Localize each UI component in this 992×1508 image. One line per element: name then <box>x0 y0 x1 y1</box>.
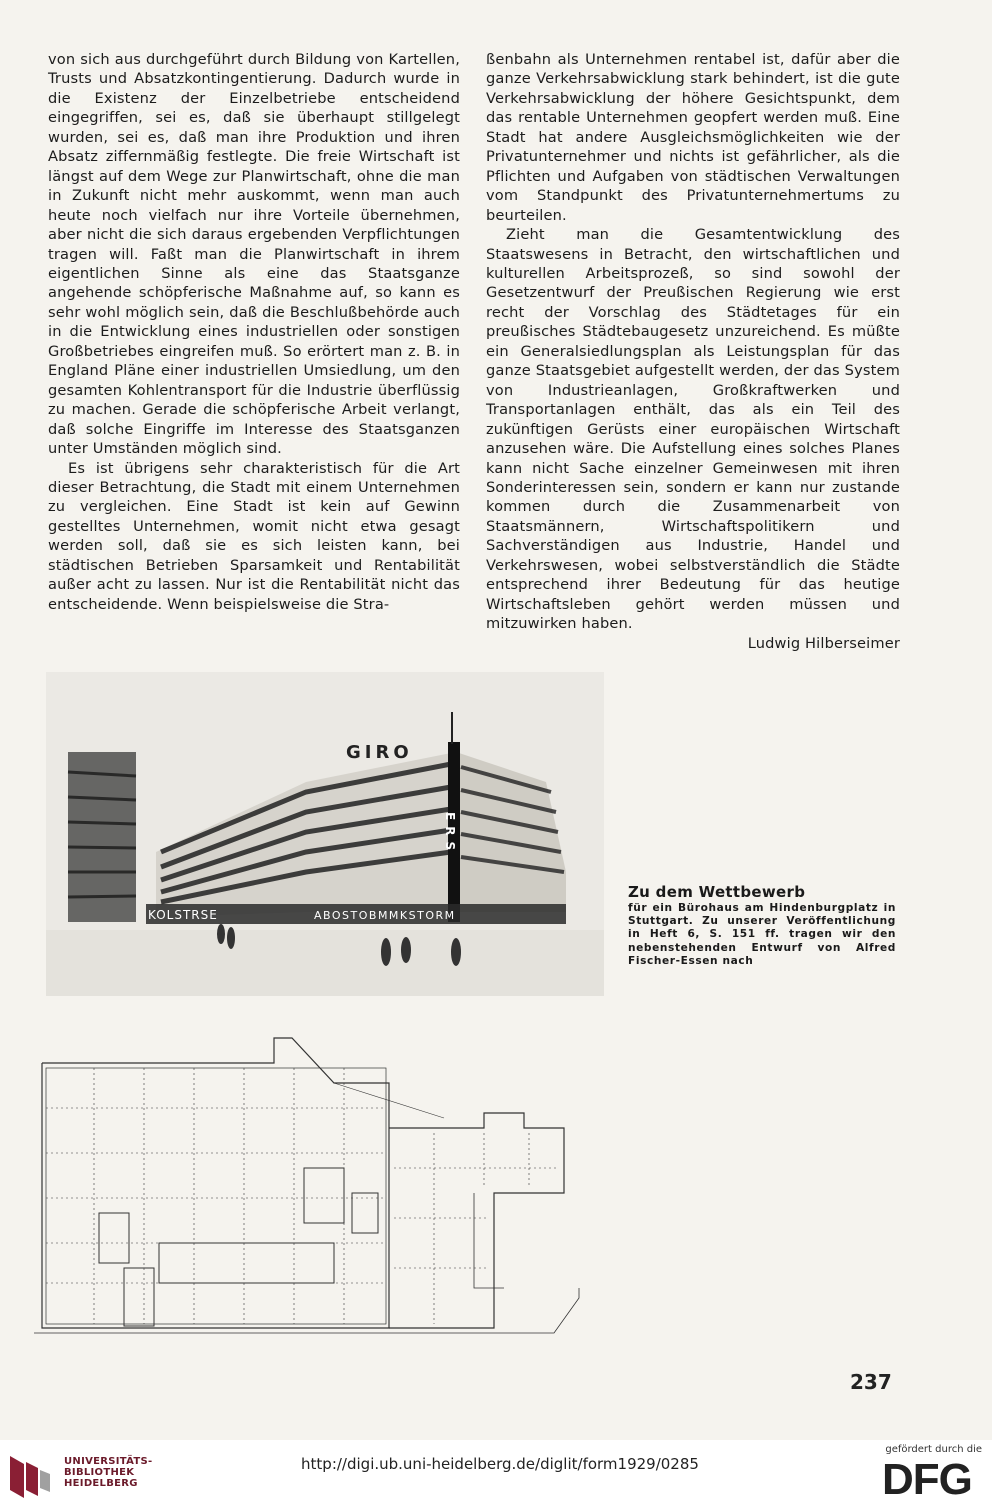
text-column-right <box>486 50 900 653</box>
vertical-sign: ERS <box>443 812 457 857</box>
library-name: UNIVERSITÄTS- BIBLIOTHEK HEIDELBERG <box>64 1456 153 1489</box>
source-url-link[interactable]: http://digi.ub.uni-heidelberg.de/diglit/form1929/0285 <box>301 1455 699 1473</box>
dfg-logo: DFG <box>882 1455 972 1504</box>
floor-plan-drawing <box>34 1028 590 1358</box>
paragraph: Es ist übrigens sehr charakteristisch für die Art dieser Betrachtung, die Stadt mit einem Unternehmen zu vergleichen. Eine Stadt ist kein auf Gewinn gestelltes Unternehmen, womit nicht etwa gesagt werden soll, daß sie es sich leisten kann, bei städtischen Betrieben Sparsamkeit und Rentabilität außer acht zu lassen. Nur ist die Rentabilität nicht das entscheidende. Wenn beispielsweise die Stra- <box>48 459 460 613</box>
university-logo-icon <box>6 1452 54 1506</box>
storefront-sign-left: KOLSTRSE <box>148 908 218 922</box>
author-signature: Ludwig Hilberseimer <box>747 634 900 652</box>
caption-title: Zu dem Wettbewerb <box>628 883 806 901</box>
building-sketch <box>46 672 604 996</box>
building-rendering <box>46 672 604 996</box>
page-number: 237 <box>850 1370 892 1394</box>
text-column-left <box>48 50 460 614</box>
sponsor-text: gefördert durch die <box>885 1444 982 1455</box>
paragraph: ßenbahn als Unternehmen rentabel ist, dafür aber die ganze Verkehrsabwicklung stark behindert, ist die gute Verkehrsabwicklung der höhere Gesichtspunkt, dem das rentable Unternehmen geopfert werden muß. Eine Stadt hat andere Ausgleichsmöglichkeiten wie der Privatunternehmer und nichts ist gefährlicher, als die Pflichten und Aufgaben von städtischen Verwaltungen vom Standpunkt des Privatunternehmertums zu beurteilen. <box>486 51 900 224</box>
paragraph: Zieht man die Gesamtentwicklung des Staatswesens in Betracht, den wirtschaftlichen und kulturellen Arbeitsprozeß, so sind sowohl der Gesetzentwurf der Preußischen Regierung wie erst recht der Vorschlag des Städtetages für ein preußisches Städtebaugesetz unzureichend. Es müßte ein Generalsiedlungsplan als Leistungsplan für das ganze Staatsgebiet aufgestellt werden, der das System von Industrieanlagen, Großkraftwerken und Transportanlagen enthält, das als ein Teil des zukünftigen Gerüsts einer europäischen Wirtschaft anzusehen wäre. Die Aufstellung eines solches Planes kann nicht Sache einzelner Gemeinwesen mit ihren Sonderinteressen sein, sondern er kann nur zustande kommen durch die Zusammenarbeit von Staatsmännern, Wirtschaftspolitikern und Sachverständigen aus Industrie, Handel und Verkehrswesen, wobei selbstverständlich die Städte entsprechend ihrer Bedeutung für das heutige Wirtschaftsleben gehört werden müssen und mitzuwirken haben. <box>486 226 900 633</box>
caption-body: für ein Bürohaus am Hindenburgplatz in Stuttgart. Zu unserer Veröffentlichung in Heft 6, S. 151 ff. tragen wir den nebenstehenden Entwurf von Alfred Fischer-Essen nach <box>628 902 896 967</box>
paragraph: von sich aus durchgeführt durch Bildung von Kartellen, Trusts und Absatzkontingentierung. Dadurch wurde in die Existenz der Einzelbetriebe entscheidend eingegriffen, sei es, daß sie überhaupt stillgelegt wurden, sei es, daß man ihre Produktion und ihren Absatz ziffernmäßig festlegte. Die freie Wirtschaft ist längst auf dem Wege zur Planwirtschaft, ohne die man in Zukunft nicht mehr auskommt, wenn man auch heute noch vielfach nur ihre Vorteile übernehmen, aber nicht die sich daraus ergebenden Verpflichtungen tragen will. Faßt man die Planwirtschaft in ihrem eigentlichen Sinne als eine das Staatsganze angehende schöpferische Maßnahme auf, so kann es sehr wohl möglich sein, daß die Beschlußbehörde auch in die Entwicklung eines industriellen oder sonstigen Großbetriebes eingreifen muß. So erörtert man z. B. in England Pläne einer industriellen Umsiedlung, um den gesamten Kohlentransport für die Industrie überflüssig zu machen. Gerade die schöpferische Arbeit verlangt, daß solche Eingriffe im Interesse des Staatsganzen unter Umständen möglich sind. <box>48 51 460 458</box>
figure-caption <box>628 882 896 968</box>
roof-sign: GIRO <box>346 742 413 763</box>
floor-plan <box>34 1028 590 1358</box>
storefront-sign-main: ABOSTOBMMKSTORM <box>314 909 456 922</box>
